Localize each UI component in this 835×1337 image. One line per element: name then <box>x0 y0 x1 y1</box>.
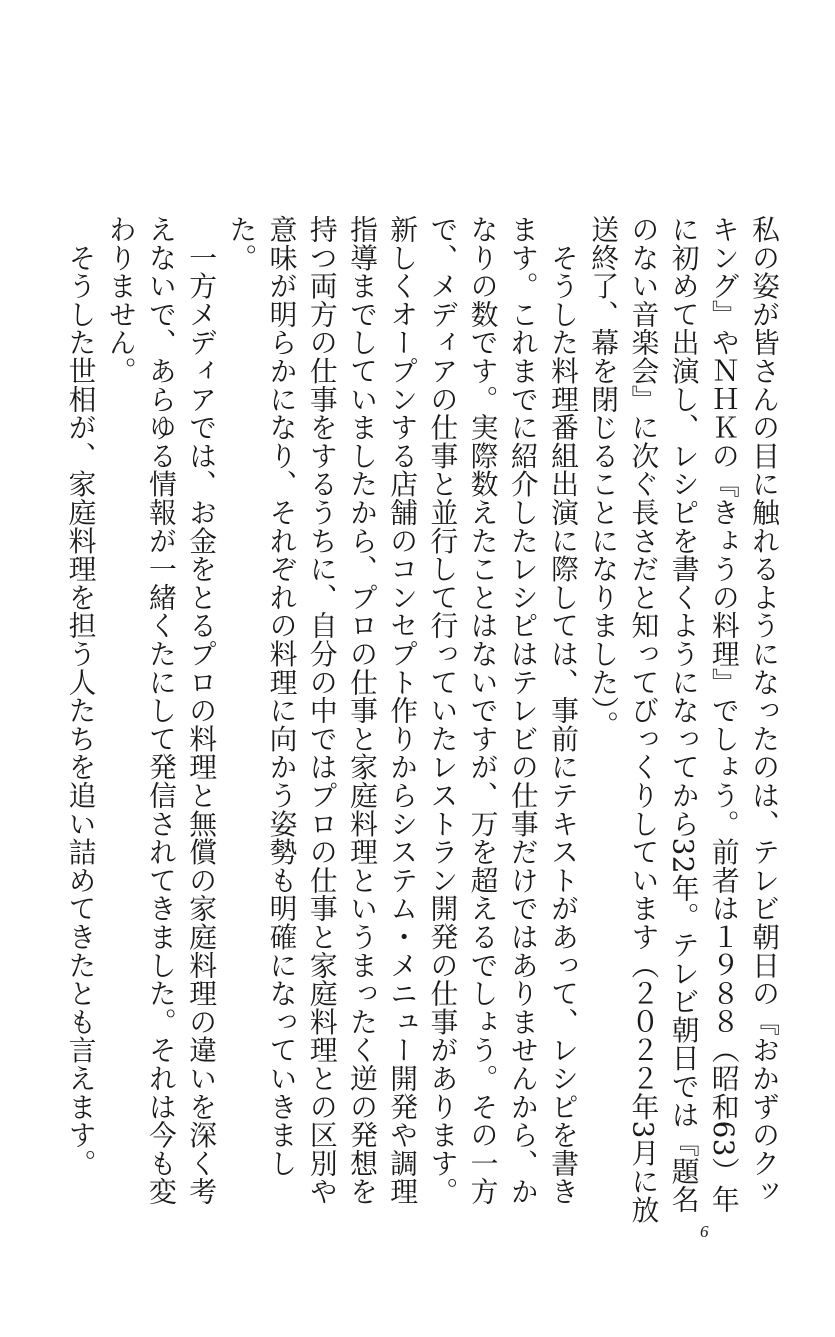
paragraph-2: そうした料理番組出演に際しては、事前にテキストがあって、レシピを書きます。これまでに紹介したレシピはテレビの仕事だけではありませんから、かなりの数です。実際数えたことはないですが、万を超えるでしょう。その一方で、メディアの仕事と並行して行っていたレストラン開発の仕事があります。新しくオープンする店舗のコンセプト作りからシステム・メニュー開発や調理指導までしていましたから、プロの仕事と家庭料理というまったく逆の発想を持つ両方の仕事をするうちに、自分の中ではプロの仕事と家庭料理との区別や意味が明らかになり、それぞれの料理に向かう姿勢も明確になっていきました。 <box>224 215 579 1206</box>
vertical-body-text <box>63 215 783 1225</box>
paragraph-1: 私の姿が皆さんの目に触れるようになったのは、テレビ朝日の『おかずのクッキング』やＮＨＫの『きょうの料理』でしょう。前者は１９８８（昭和63）年に初めて出演し、レシピを書くようになってから32年。テレビ朝日では『題名のない音楽会』に次ぐ長さだと知ってびっくりしています（２０２２年3月に放送終了、幕を閉じることになりました）。 <box>586 215 780 1224</box>
paragraph-4: そうした世相が、家庭料理を担う人たちを追い詰めてきたとも言えます。 <box>63 215 97 1178</box>
page-number: 6 <box>700 1222 709 1241</box>
paragraph-3: 一方メディアでは、お金をとるプロの料理と無償の家庭料理の違いを深く考えないで、あらゆる情報が一緒くたにして発信されてきました。それは今も変わりません。 <box>103 215 218 1206</box>
